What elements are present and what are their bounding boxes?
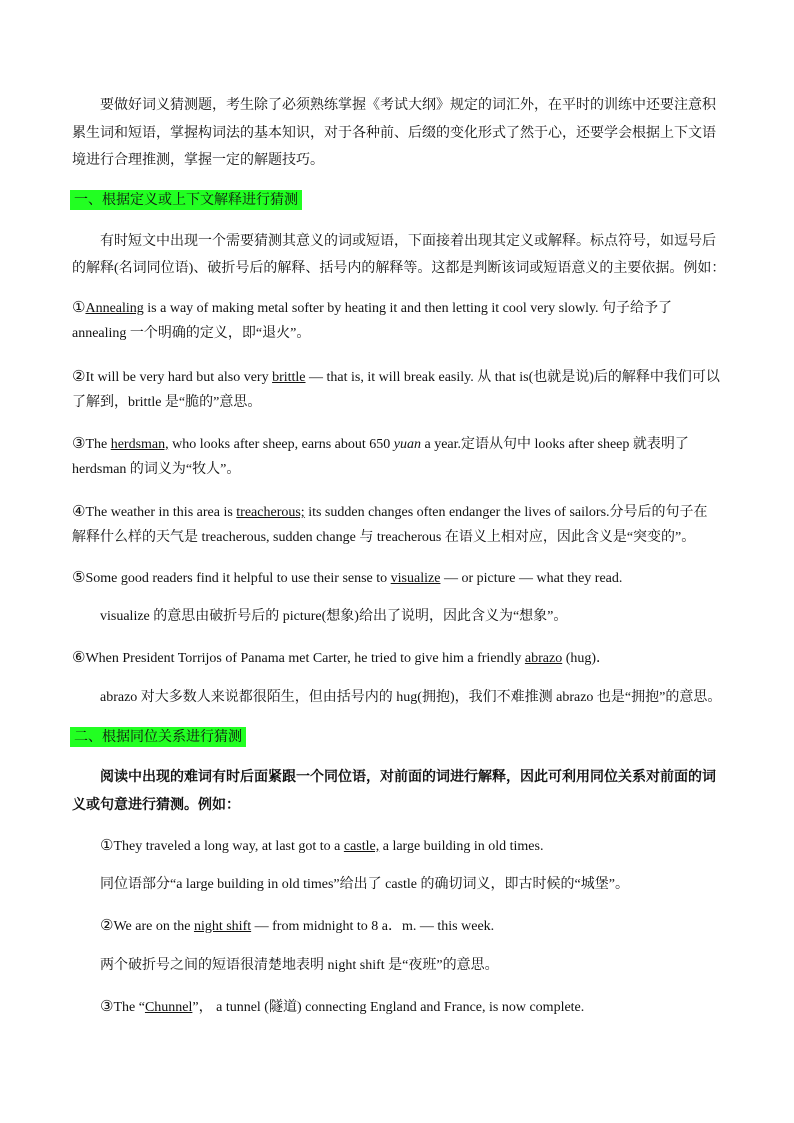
example-text: It will be very hard but also very bbox=[85, 370, 273, 385]
example-2-1-explanation: 同位语部分“a large building in old times”给出了 castle 的确切词义，即古时候的“城堡”。 bbox=[100, 877, 629, 892]
example-text: ”， a tunnel (隧道) connecting England and France, is now complete. bbox=[192, 1000, 585, 1015]
example-1-3-explanation: herdsman 的词义为“牧人”。 bbox=[72, 462, 241, 477]
target-word: night shift bbox=[193, 919, 252, 934]
example-text: (hug)． bbox=[562, 651, 611, 666]
example-text: is a way of making metal softer by heating it and then letting it cool very slowly. 句子给予了 bbox=[143, 301, 673, 316]
section-1-intro-line-2: 的解释(名词同位语)、破折号后的解释、括号内的解释等。这都是判断该词或短语意义的主要依据。例如： bbox=[72, 261, 726, 276]
example-text: a large building in old times. bbox=[379, 839, 544, 854]
example-text: The weather in this area is bbox=[85, 505, 237, 520]
example-text: When President Torrijos of Panama met Carter, he tried to give him a friendly bbox=[85, 651, 525, 666]
example-1-5-explanation: visualize 的意思由破折号后的 picture(想象)给出了说明，因此含义为“想象”。 bbox=[100, 609, 568, 624]
example-text: its sudden changes often endanger the lives of sailors.分号后的句子在 bbox=[304, 505, 708, 520]
example-1-1-explanation: annealing 一个明确的定义，即“退火”。 bbox=[72, 326, 311, 341]
intro-line-1: 要做好词义猜测题，考生除了必须熟练掌握《考试大纲》规定的词汇外，在平时的训练中还要注意积 bbox=[100, 98, 716, 113]
target-word: herdsman, bbox=[110, 437, 169, 452]
example-text: — from midnight to 8 a．m. — this week. bbox=[251, 919, 495, 934]
example-1-1 bbox=[72, 297, 722, 319]
section-1-intro-line-1: 有时短文中出现一个需要猜测其意义的词或短语，下面接着出现其定义或解释。标点符号，如逗号后 bbox=[100, 234, 716, 249]
example-text: — that is, it will break easily. 从 that is(也就是说)后的解释中我们可以 bbox=[305, 370, 720, 385]
example-2-2 bbox=[100, 915, 722, 937]
intro-line-2: 累生词和短语，掌握构词法的基本知识，对于各种前、后缀的变化形式了然于心，还要学会根据上下文语 bbox=[72, 126, 716, 141]
example-number: ③ bbox=[72, 434, 86, 452]
example-2-1 bbox=[100, 835, 722, 857]
example-1-2-explanation: 了解到，brittle 是“脆的”意思。 bbox=[72, 395, 262, 410]
target-word: castle, bbox=[343, 839, 380, 854]
target-word: Annealing bbox=[85, 301, 144, 316]
example-1-6 bbox=[72, 647, 722, 669]
example-number: ⑥ bbox=[72, 648, 86, 666]
example-1-6-explanation: abrazo 对大多数人来说都很陌生，但由括号内的 hug(拥抱)，我们不难推测 abrazo 也是“拥抱”的意思。 bbox=[100, 690, 722, 705]
example-number: ⑤ bbox=[72, 568, 86, 586]
target-word: Chunnel bbox=[144, 1000, 193, 1015]
section-2-intro-line-1: 阅读中出现的难词有时后面紧跟一个同位语，对前面的词进行解释，因此可利用同位关系对前面的词 bbox=[100, 770, 716, 785]
example-1-5 bbox=[72, 567, 722, 589]
example-1-3 bbox=[72, 433, 722, 455]
example-1-4 bbox=[72, 501, 722, 523]
example-number: ② bbox=[72, 367, 86, 385]
example-text: They traveled a long way, at last got to a bbox=[113, 839, 344, 854]
example-number: ④ bbox=[72, 502, 86, 520]
example-number: ③ bbox=[100, 997, 114, 1015]
example-text: — or picture — what they read. bbox=[440, 571, 623, 586]
currency-word: yuan bbox=[393, 437, 421, 452]
section-2-intro-line-2: 义或句意进行猜测。例如： bbox=[72, 798, 240, 813]
example-text: The bbox=[85, 437, 111, 452]
example-text: The “ bbox=[113, 1000, 145, 1015]
target-word: brittle bbox=[272, 370, 306, 385]
example-1-4-explanation: 解释什么样的天气是 treacherous, sudden change 与 treacherous 在语义上相对应，因此含义是“突变的”。 bbox=[72, 530, 696, 545]
target-word: abrazo bbox=[524, 651, 563, 666]
example-2-3 bbox=[100, 996, 722, 1018]
target-word: treacherous; bbox=[236, 505, 305, 520]
example-1-2 bbox=[72, 366, 722, 388]
target-word: visualize bbox=[390, 571, 441, 586]
example-number: ① bbox=[72, 298, 86, 316]
example-number: ① bbox=[100, 836, 114, 854]
example-number: ② bbox=[100, 916, 114, 934]
example-2-2-explanation: 两个破折号之间的短语很清楚地表明 night shift 是“夜班”的意思。 bbox=[100, 958, 499, 973]
section-1-heading: 一、根据定义或上下文解释进行猜测 bbox=[70, 190, 302, 210]
example-text: Some good readers find it helpful to use their sense to bbox=[85, 571, 391, 586]
example-text: We are on the bbox=[113, 919, 194, 934]
intro-line-3: 境进行合理推测，掌握一定的解题技巧。 bbox=[72, 153, 324, 168]
example-text: a year.定语从句中 looks after sheep 就表明了 bbox=[420, 437, 689, 452]
example-text: who looks after sheep, earns about 650 bbox=[168, 437, 394, 452]
section-2-heading: 二、根据同位关系进行猜测 bbox=[70, 727, 246, 747]
